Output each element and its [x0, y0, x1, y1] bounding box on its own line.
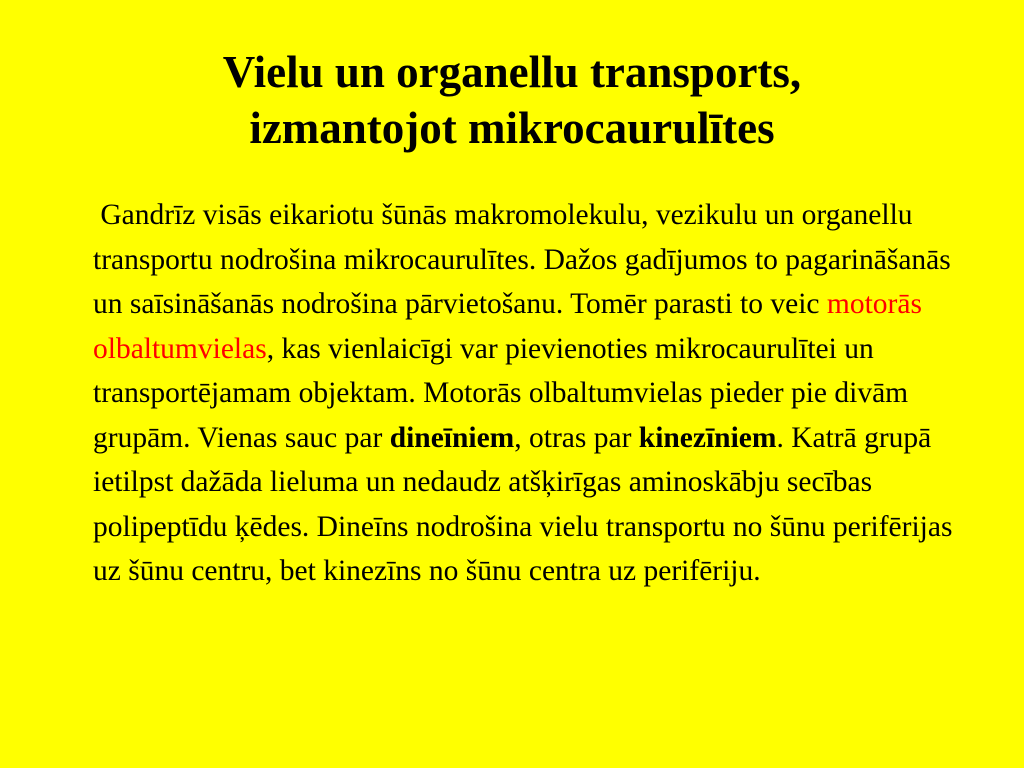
title-line-1: Vielu un organellu transports,	[222, 47, 802, 97]
term-dyneins: dineīniem	[389, 421, 515, 454]
paragraph-text-3: , otras par	[514, 421, 639, 454]
highlight-motor-proteins: motorās olbaltumvielas	[93, 288, 922, 365]
term-kinesins: kinezīniem	[638, 421, 777, 454]
body-paragraph	[93, 193, 983, 594]
paragraph-text-1: Gandrīz visās eikariotu šūnās makromolekulu, vezikulu un organellu transportu nodrošina mikrocaurulītes. Dažos gadījumos to pagarināšanās un saīsināšanās nodrošina pārvietošanu. Tomēr parasti to veic	[93, 199, 951, 320]
paragraph-text-2: , kas vienlaicīgi var pievienoties mikrocaurulītei un transportējamam objektam. Motorās olbaltumvielas pieder pie divām grupām. Vienas sauc par	[93, 332, 909, 454]
title-line-2: izmantojot mikrocaurulītes	[249, 103, 775, 153]
paragraph-text-4: . Katrā grupā ietilpst dažāda lieluma un nedaudz atšķirīgas aminoskābju secības polipeptīdu ķēdes. Dineīns nodrošina vielu transportu no šūnu perifērijas uz šūnu centru, bet kinezīns no šūnu centra uz perifēriju.	[93, 421, 953, 587]
slide-title	[0, 44, 1024, 156]
